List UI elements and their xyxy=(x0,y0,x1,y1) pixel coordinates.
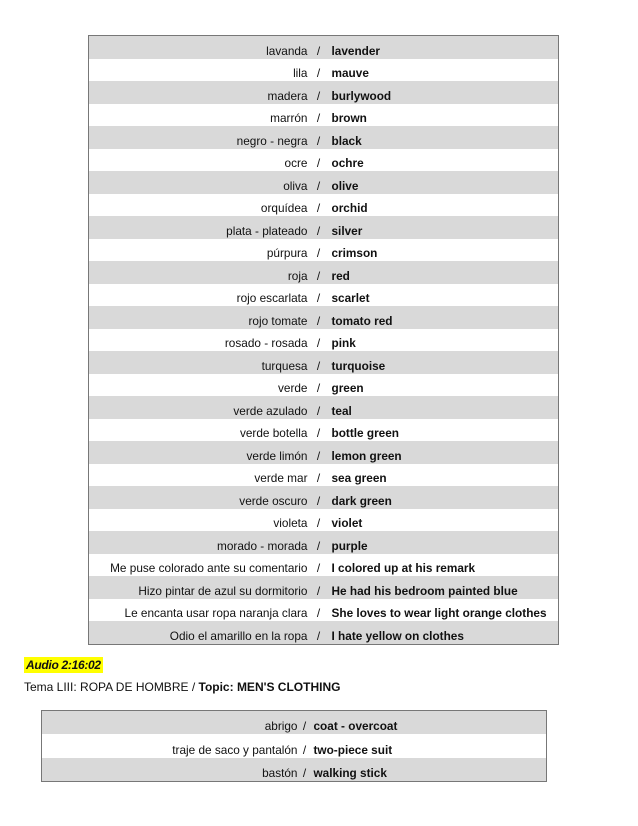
english-term: purple xyxy=(328,531,559,554)
english-term: mauve xyxy=(331,66,369,80)
english-term: sea green xyxy=(331,471,387,485)
topic-heading-english: Topic: MEN'S CLOTHING xyxy=(198,680,341,694)
table-row xyxy=(89,284,559,307)
english-term: tomato red xyxy=(328,306,559,329)
separator: / xyxy=(316,201,321,215)
table-row xyxy=(89,36,559,59)
spanish-term: bastón xyxy=(42,758,300,782)
spanish-term: negro - negra xyxy=(89,126,310,149)
spanish-term: púrpura xyxy=(266,246,308,260)
spanish-term: Me puse colorado ante su comentario xyxy=(110,561,308,575)
english-term: green xyxy=(331,381,364,395)
separator: / xyxy=(302,742,307,757)
english-term: She loves to wear light orange clothes xyxy=(331,606,547,620)
separator: / xyxy=(316,381,321,395)
spanish-term: verde botella xyxy=(239,426,308,440)
clothing-table-body xyxy=(42,711,547,782)
spanish-term: roja xyxy=(89,261,310,284)
spanish-term: Le encanta usar ropa naranja clara xyxy=(124,606,308,620)
table-row xyxy=(42,758,547,782)
table-row xyxy=(42,711,547,735)
spanish-term: lavanda xyxy=(89,36,310,59)
english-term: crimson xyxy=(331,246,378,260)
colors-vocabulary-table xyxy=(88,35,559,645)
english-term: coat - overcoat xyxy=(310,711,547,735)
separator: / xyxy=(300,758,310,782)
separator: / xyxy=(310,81,328,104)
spanish-term: orquídea xyxy=(260,201,308,215)
separator: / xyxy=(310,396,328,419)
table-row xyxy=(89,239,559,262)
table-row xyxy=(89,216,559,239)
separator: / xyxy=(316,561,321,575)
table-row xyxy=(89,374,559,397)
separator: / xyxy=(316,156,321,170)
spanish-term: Odio el amarillo en la ropa xyxy=(89,621,310,644)
separator: / xyxy=(310,486,328,509)
english-term: scarlet xyxy=(331,291,370,305)
separator: / xyxy=(310,351,328,374)
table-row xyxy=(89,81,559,104)
table-row xyxy=(89,149,559,172)
english-term: lemon green xyxy=(328,441,559,464)
spanish-term: verde xyxy=(277,381,308,395)
english-term: bottle green xyxy=(331,426,400,440)
clothing-vocabulary-table xyxy=(41,710,547,782)
spanish-term: rojo escarlata xyxy=(236,291,308,305)
separator: / xyxy=(310,36,328,59)
spanish-term: madera xyxy=(89,81,310,104)
english-term: two-piece suit xyxy=(313,742,393,757)
table-row xyxy=(89,486,559,509)
separator: / xyxy=(316,111,321,125)
english-term: violet xyxy=(331,516,363,530)
spanish-term: violeta xyxy=(273,516,308,530)
english-term: lavender xyxy=(328,36,559,59)
separator: / xyxy=(316,291,321,305)
spanish-term: morado - morada xyxy=(89,531,310,554)
spanish-term: turquesa xyxy=(89,351,310,374)
spanish-term: verde mar xyxy=(254,471,308,485)
table-row xyxy=(89,621,559,644)
table-row xyxy=(89,509,559,532)
separator: / xyxy=(316,516,321,530)
separator: / xyxy=(310,171,328,194)
table-row xyxy=(89,419,559,442)
colors-table-body xyxy=(89,36,559,645)
separator: / xyxy=(316,246,321,260)
audio-timestamp-highlight: Audio 2:16:02 xyxy=(26,658,101,672)
spanish-term: marrón xyxy=(270,111,308,125)
separator: / xyxy=(310,216,328,239)
separator: / xyxy=(310,126,328,149)
spanish-term: plata - plateado xyxy=(89,216,310,239)
table-row xyxy=(89,126,559,149)
english-term: olive xyxy=(328,171,559,194)
english-term: brown xyxy=(331,111,367,125)
spanish-term: Hizo pintar de azul su dormitorio xyxy=(89,576,310,599)
separator: / xyxy=(310,621,328,644)
table-row xyxy=(89,531,559,554)
table-row xyxy=(42,734,547,757)
separator: / xyxy=(310,576,328,599)
english-term: I hate yellow on clothes xyxy=(328,621,559,644)
english-term: silver xyxy=(328,216,559,239)
english-term: I colored up at his remark xyxy=(331,561,476,575)
spanish-term: rojo tomate xyxy=(89,306,310,329)
separator: / xyxy=(316,66,321,80)
english-term: orchid xyxy=(331,201,368,215)
english-term: ochre xyxy=(331,156,364,170)
table-row xyxy=(89,576,559,599)
english-term: red xyxy=(328,261,559,284)
table-row xyxy=(89,441,559,464)
separator: / xyxy=(300,711,310,735)
table-row xyxy=(89,261,559,284)
english-term: He had his bedroom painted blue xyxy=(328,576,559,599)
english-term: teal xyxy=(328,396,559,419)
separator: / xyxy=(310,531,328,554)
english-term: burlywood xyxy=(328,81,559,104)
english-term: walking stick xyxy=(310,758,547,782)
table-row xyxy=(89,464,559,487)
separator: / xyxy=(316,426,321,440)
table-row xyxy=(89,329,559,352)
table-row xyxy=(89,396,559,419)
separator: / xyxy=(310,261,328,284)
table-row xyxy=(89,599,559,622)
table-row xyxy=(89,351,559,374)
separator: / xyxy=(316,606,321,620)
table-row xyxy=(89,171,559,194)
english-term: black xyxy=(328,126,559,149)
table-row xyxy=(89,104,559,127)
english-term: pink xyxy=(331,336,356,350)
english-term: dark green xyxy=(328,486,559,509)
separator: / xyxy=(316,336,321,350)
table-row xyxy=(89,194,559,217)
separator: / xyxy=(310,306,328,329)
table-row xyxy=(89,554,559,577)
spanish-term: rosado - rosada xyxy=(224,336,308,350)
topic-heading xyxy=(24,680,340,694)
spanish-term: verde oscuro xyxy=(89,486,310,509)
spanish-term: lila xyxy=(293,66,308,80)
spanish-term: traje de saco y pantalón xyxy=(172,742,298,757)
separator: / xyxy=(316,471,321,485)
separator: / xyxy=(310,441,328,464)
spanish-term: abrigo xyxy=(42,711,300,735)
topic-heading-spanish: Tema LIII: ROPA DE HOMBRE / xyxy=(24,680,199,694)
english-term: turquoise xyxy=(328,351,559,374)
table-row xyxy=(89,59,559,82)
table-row xyxy=(89,306,559,329)
spanish-term: verde azulado xyxy=(89,396,310,419)
spanish-term: ocre xyxy=(284,156,308,170)
spanish-term: oliva xyxy=(89,171,310,194)
spanish-term: verde limón xyxy=(89,441,310,464)
